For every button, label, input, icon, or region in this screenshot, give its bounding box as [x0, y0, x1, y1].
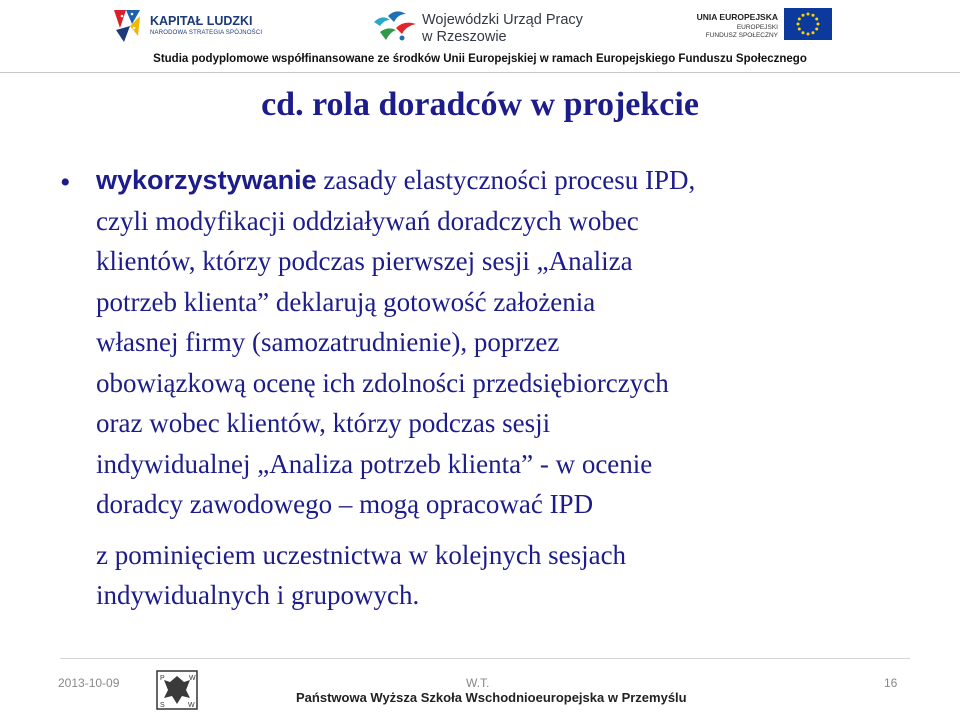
kapital-ludzki-subtitle: NARODOWA STRATEGIA SPÓJNOŚCI [150, 30, 263, 36]
body-line-3: klientów, którzy podczas pierwszej sesji „Analiza [96, 246, 633, 276]
wup-logo [372, 6, 602, 46]
eu-label-line3: FUNDUSZ SPOŁECZNY [705, 32, 778, 39]
funding-caption: Studia podyplomowe współfinansowane ze środków Unii Europejskiej w ramach Europejskiego Funduszu Społecznego [153, 53, 807, 65]
slide-title: cd. rola doradców w projekcie [261, 86, 699, 123]
body-line-1-rest: zasady elastyczności procesu IPD, [316, 165, 696, 195]
eu-logo [696, 8, 836, 44]
body-line-2: czyli modyfikacji oddziaływań doradczych wobec [96, 205, 639, 236]
wup-name-line1: Wojewódzki Urząd Pracy [422, 12, 583, 28]
logo-letter-br: W [188, 702, 195, 709]
footer-author: W.T. [466, 676, 490, 690]
eu-label-line1: UNIA EUROPEJSKA [696, 12, 778, 22]
body-line-10: z pominięciem uczestnictwa w kolejnych sesjach [96, 539, 627, 570]
eu-label-line2: EUROPEJSKI [736, 24, 778, 31]
logo-letter-tl: P [160, 675, 165, 682]
body-line-7: oraz wobec klientów, którzy podczas sesji [96, 408, 551, 438]
bullet-marker: • [60, 166, 71, 199]
eu-flag-icon [784, 8, 832, 40]
keyword-bold: wykorzystywanie [96, 165, 317, 195]
logo-letter-bl: S [160, 702, 165, 709]
body-line-9: doradcy zawodowego – mogą opracować IPD [96, 489, 594, 519]
header-divider [0, 72, 960, 73]
body-line-4: potrzeb klienta” deklarują gotowość założenia [96, 286, 596, 317]
footer-date: 2013-10-09 [58, 676, 120, 690]
body-line-6: obowiązkową ocenę ich zdolności przedsiębiorczych [96, 367, 669, 398]
header-logos [0, 0, 960, 50]
pwsw-eagle-logo-icon [154, 668, 200, 712]
slide-body [96, 160, 916, 616]
body-line-11: indywidualnych i grupowych. [96, 580, 420, 610]
body-line-8: indywidualnej „Analiza potrzeb klienta” - w ocenie [96, 448, 653, 479]
footer-divider [60, 658, 910, 659]
kapital-ludzki-icon [112, 6, 142, 44]
footer-school-name: Państwowa Wyższa Szkoła Wschodnioeuropejska w Przemyślu [296, 690, 687, 705]
body-line-5: własnej firmy (samozatrudnienie), poprzez [96, 327, 560, 357]
wup-name-line2: w Rzeszowie [422, 29, 507, 45]
footer-page-number: 16 [884, 676, 898, 690]
body-line-1 [96, 160, 916, 201]
kapital-ludzki-logo [112, 6, 263, 46]
kapital-ludzki-name: KAPITAŁ LUDZKI [150, 14, 253, 28]
wup-birds-icon [372, 8, 418, 44]
logo-letter-tr: W [189, 675, 196, 682]
